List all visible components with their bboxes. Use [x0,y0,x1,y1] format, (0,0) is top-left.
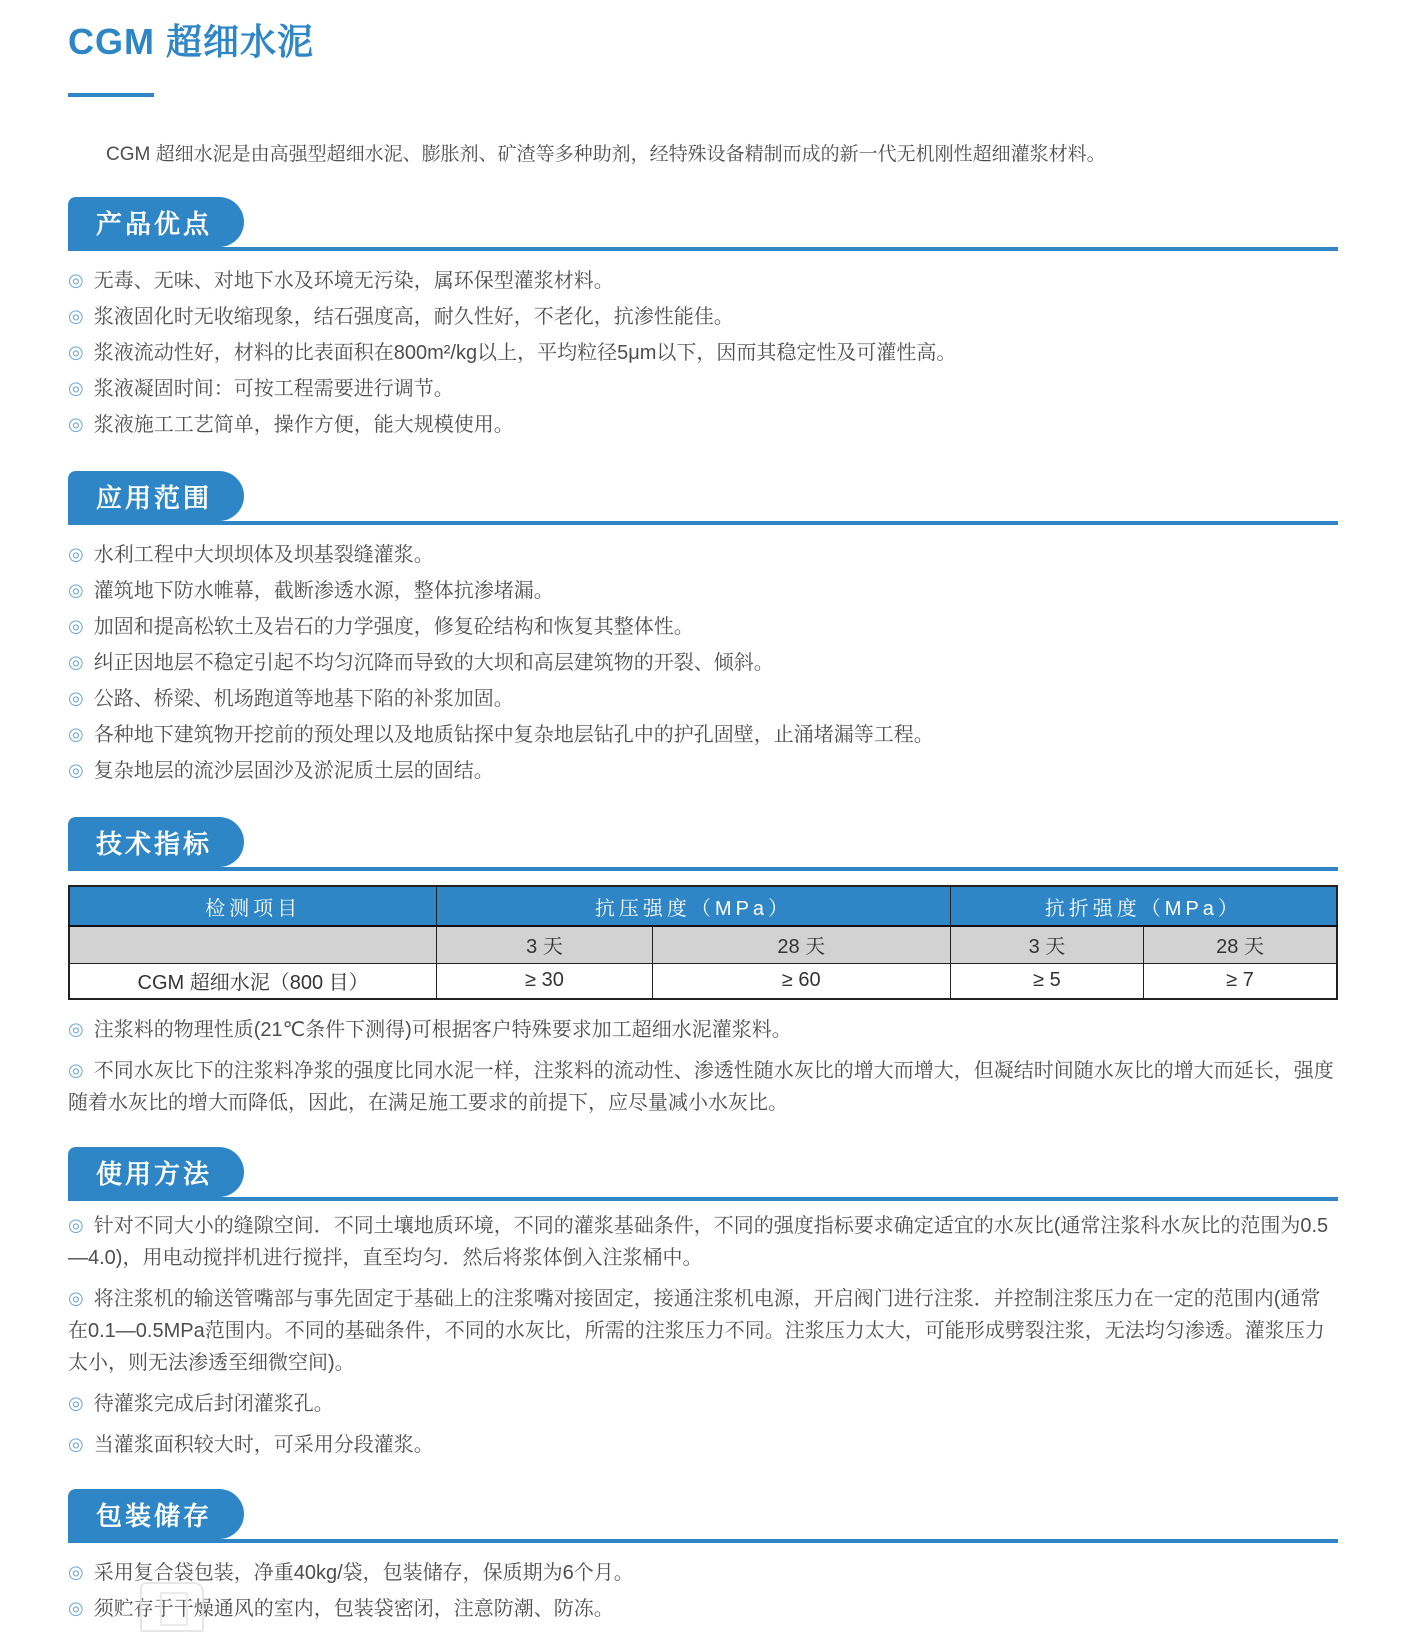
double-circle-bullet-icon: ◎ [68,652,84,673]
list-item-text: 加固和提高松软土及岩石的力学强度，修复砼结构和恢复其整体性。 [93,616,694,639]
section-heading-tab: 包装储存 [68,1489,244,1539]
usage-paragraph [68,1283,1338,1379]
list-item [68,753,1338,789]
table-data-cell: ≥ 60 [652,963,950,999]
usage-paragraph [68,1388,1338,1420]
list-item [68,371,1338,407]
page-title: CGM 超细水泥 [68,21,314,62]
table-subheader-cell: 28 天 [652,926,950,963]
double-circle-bullet-icon: ◎ [68,1434,84,1455]
intro-paragraph: CGM 超细水泥是由高强型超细水泥、膨胀剂、矿渣等多种助剂，经特殊设备精制而成的新一代无机刚性超细灌浆材料。 [106,144,1106,166]
specs-notes [68,1014,1338,1119]
list-item-text: 各种地下建筑物开挖前的预处理以及地质钻探中复杂地层钻孔中的护孔固壁，止涌堵漏等工程。 [93,724,934,747]
double-circle-bullet-icon: ◎ [68,1393,84,1414]
double-circle-bullet-icon: ◎ [68,270,84,291]
usage-paragraph [68,1210,1338,1274]
cement-bag-watermark [140,1582,204,1632]
table-data-cell-product: CGM 超细水泥（800 目） [69,963,437,999]
table-subheader-cell [69,926,437,963]
applications-list [68,537,1338,789]
table-subheader-cell: 3 天 [950,926,1143,963]
datasheet-page [0,20,1406,1627]
list-item [68,1591,1338,1627]
double-circle-bullet-icon: ◎ [68,306,84,327]
section-heading [68,1147,1338,1201]
double-circle-bullet-icon: ◎ [68,1562,84,1583]
table-header-cell: 抗折强度（MPa） [950,886,1337,926]
table-subheader-row [69,926,1337,963]
double-circle-bullet-icon: ◎ [68,414,84,435]
list-item [68,717,1338,753]
list-item [68,335,1338,371]
list-item-text: 浆液固化时无收缩现象，结石强度高，耐久性好，不老化，抗渗性能佳。 [93,306,734,329]
double-circle-bullet-icon: ◎ [68,342,84,363]
section-heading-rule [68,1539,1338,1543]
list-item-text: 灌筑地下防水帷幕，截断渗透水源，整体抗渗堵漏。 [93,580,554,603]
storage-list [68,1555,1338,1627]
note-paragraph [68,1014,1338,1046]
list-item-text: 浆液流动性好，材料的比表面积在800m²/kg以上，平均粒径5μm以下，因而其稳定性及可灌性高。 [93,342,957,365]
list-item [68,609,1338,645]
list-item-text: 采用复合袋包装，净重40kg/袋，包装储存，保质期为6个月。 [93,1562,634,1585]
double-circle-bullet-icon: ◎ [68,580,84,601]
section-heading-tab: 使用方法 [68,1147,244,1197]
table-row [69,963,1337,999]
list-item-text: 公路、桥梁、机场跑道等地基下陷的补浆加固。 [93,688,514,711]
section-usage [68,1147,1338,1461]
section-heading [68,471,1338,525]
double-circle-bullet-icon: ◎ [68,688,84,709]
double-circle-bullet-icon: ◎ [68,760,84,781]
section-specs [68,817,1338,1119]
section-advantages [68,197,1338,443]
list-item-text: 须贮存于干燥通风的室内，包装袋密闭，注意防潮、防冻。 [93,1598,614,1621]
double-circle-bullet-icon: ◎ [68,616,84,637]
section-heading-tab: 产品优点 [68,197,244,247]
section-heading-rule [68,1197,1338,1201]
section-heading [68,197,1338,251]
title-underline [68,93,154,97]
section-applications [68,471,1338,789]
list-item-text: 纠正因地层不稳定引起不均匀沉降而导致的大坝和高层建筑物的开裂、倾斜。 [93,652,774,675]
usage-text: 将注浆机的输送管嘴部与事先固定于基础上的注浆嘴对接固定，接通注浆机电源，开启阀门进行注浆．并控制注浆压力在一定的范围内(通常在0.1—0.5MPa范围内。不同的基础条件，不同的水灰比，所需的注浆压力不同。注浆压力太大，可能形成劈裂注浆，无法均匀渗透。灌浆压力太小，则无法渗透至细微空间)。 [68,1288,1325,1375]
section-heading-tab: 应用范围 [68,471,244,521]
table-subheader-cell: 3 天 [437,926,653,963]
list-item [68,681,1338,717]
table-header-row [69,886,1337,926]
note-paragraph [68,1055,1338,1119]
section-heading-tab: 技术指标 [68,817,244,867]
section-heading [68,1489,1338,1543]
note-text: 注浆料的物理性质(21℃条件下测得)可根据客户特殊要求加工超细水泥灌浆料。 [93,1019,792,1042]
usage-text: 针对不同大小的缝隙空间．不同土壤地质环境，不同的灌浆基础条件，不同的强度指标要求确定适宜的水灰比(通常注浆科水灰比的范围为0.5—4.0)，用电动搅拌机进行搅拌，直至均匀．然后将浆体倒入注浆桶中。 [68,1215,1329,1270]
list-item-text: 浆液施工工艺简单，操作方便，能大规模使用。 [93,414,514,437]
list-item-text: 无毒、无味、对地下水及环境无污染，属环保型灌浆材料。 [93,270,614,293]
double-circle-bullet-icon: ◎ [68,1019,84,1040]
usage-list [68,1210,1338,1461]
table-data-cell: ≥ 7 [1144,963,1337,999]
double-circle-bullet-icon: ◎ [68,544,84,565]
list-item [68,1555,1338,1591]
double-circle-bullet-icon: ◎ [68,1288,84,1309]
list-item [68,263,1338,299]
table-subheader-cell: 28 天 [1144,926,1337,963]
section-heading-rule [68,867,1338,871]
table-header-cell: 抗压强度（MPa） [437,886,951,926]
list-item [68,573,1338,609]
list-item-text: 复杂地层的流沙层固沙及淤泥质土层的固结。 [93,760,494,783]
table-data-cell: ≥ 5 [950,963,1143,999]
list-item [68,299,1338,335]
usage-paragraph [68,1429,1338,1461]
section-heading-rule [68,247,1338,251]
section-storage [68,1489,1338,1627]
list-item [68,407,1338,443]
table-header-cell: 检测项目 [69,886,437,926]
list-item-text: 浆液凝固时间：可按工程需要进行调节。 [93,378,454,401]
double-circle-bullet-icon: ◎ [68,378,84,399]
list-item-text: 水利工程中大坝坝体及坝基裂缝灌浆。 [93,544,434,567]
usage-text: 当灌浆面积较大时，可采用分段灌浆。 [93,1434,434,1457]
usage-text: 待灌浆完成后封闭灌浆孔。 [93,1393,334,1416]
section-heading-rule [68,521,1338,525]
advantages-list [68,263,1338,443]
double-circle-bullet-icon: ◎ [68,1215,84,1236]
table-data-cell: ≥ 30 [437,963,653,999]
note-text: 不同水灰比下的注浆料净浆的强度比同水泥一样，注浆料的流动性、渗透性随水灰比的增大而增大，但凝结时间随水灰比的增大而延长，强度随着水灰比的增大而降低，因此，在满足施工要求的前提下，应尽量减小水灰比。 [68,1060,1334,1115]
section-heading [68,817,1338,871]
double-circle-bullet-icon: ◎ [68,1060,84,1081]
list-item [68,645,1338,681]
list-item [68,537,1338,573]
double-circle-bullet-icon: ◎ [68,1598,84,1619]
specs-table [68,885,1338,1000]
double-circle-bullet-icon: ◎ [68,724,84,745]
